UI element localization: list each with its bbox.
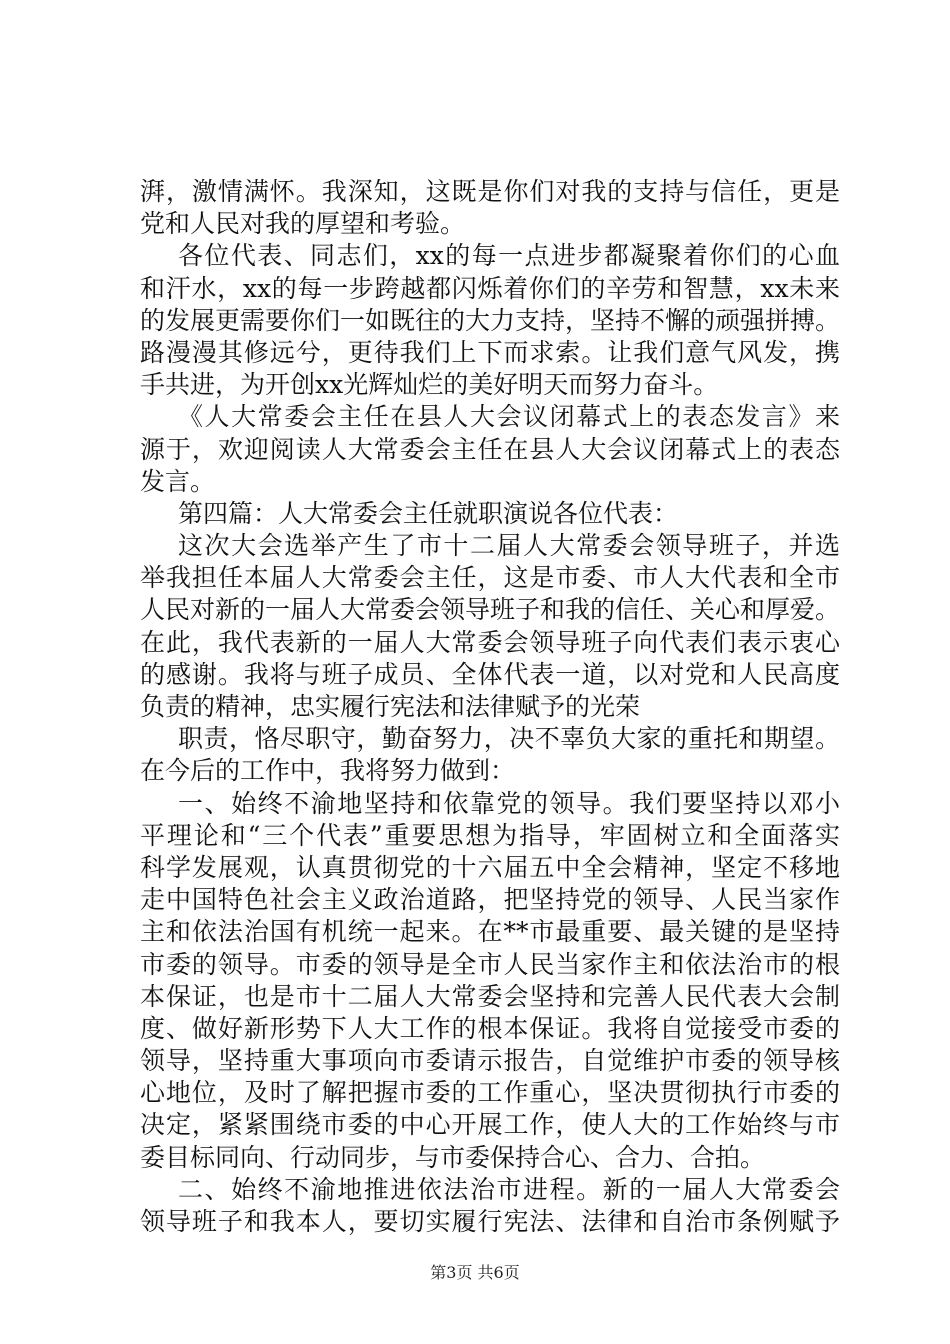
text-line: 平理论和“三个代表”重要思想为指导，牢固树立和全面落实 bbox=[140, 820, 840, 850]
text-line: 在今后的工作中，我将努力做到： bbox=[140, 756, 516, 786]
document-body bbox=[140, 176, 840, 1238]
text-line: 本保证，也是市十二届人大常委会坚持和完善人民代表大会制 bbox=[140, 981, 840, 1011]
text-line: 举我担任本届人大常委会主任，这是市委、市人大代表和全市 bbox=[140, 563, 840, 593]
text-line: 的发展更需要你们一如既往的大力支持，坚持不懈的顽强拼搏。 bbox=[140, 305, 841, 335]
text-line: 湃，激情满怀。我深知，这既是你们对我的支持与信任，更是 bbox=[140, 177, 840, 206]
text-line: 第四篇：人大常委会主任就职演说各位代表： bbox=[178, 498, 679, 528]
text-line: 主和依法治国有机统一起来。在**市最重要、最关键的是坚持 bbox=[140, 917, 840, 947]
text-line: 各位代表、同志们，xx的每一点进步都凝聚着你们的心血 bbox=[178, 241, 840, 271]
text-line: 这次大会选举产生了市十二届人大常委会领导班子，并选 bbox=[178, 531, 840, 561]
text-line: 源于，欢迎阅读人大常委会主任在县人大会议闭幕式上的表态 bbox=[140, 434, 840, 464]
text-line: 度、做好新形势下人大工作的根本保证。我将自觉接受市委的 bbox=[140, 1013, 840, 1043]
text-line: 《人大常委会主任在县人大会议闭幕式上的表态发言》来 bbox=[178, 402, 840, 432]
text-line: 路漫漫其修远兮，更待我们上下而求索。让我们意气风发，携 bbox=[140, 337, 840, 367]
text-line: 负责的精神，忠实履行宪法和法律赋予的光荣 bbox=[140, 692, 641, 721]
text-line: 手共进，为开创xx光辉灿烂的美好明天而努力奋斗。 bbox=[140, 370, 719, 400]
text-line: 心地位，及时了解把握市委的工作重心，坚决贯彻执行市委的 bbox=[140, 1078, 840, 1108]
text-line: 职责，恪尽职守，勤奋努力，决不辜负大家的重托和期望。 bbox=[178, 724, 840, 754]
text-line: 的感谢。我将与班子成员、全体代表一道，以对党和人民高度 bbox=[140, 659, 840, 689]
text-line: 在此，我代表新的一届人大常委会领导班子向代表们表示衷心 bbox=[140, 627, 840, 657]
page-footer: 第3页 共6页 bbox=[430, 1263, 520, 1282]
text-line: 走中国特色社会主义政治道路，把坚持党的领导、人民当家作 bbox=[140, 885, 840, 915]
text-line: 发言。 bbox=[140, 466, 216, 496]
text-line: 领导，坚持重大事项向市委请示报告，自觉维护市委的领导核 bbox=[140, 1046, 840, 1076]
text-line: 一、始终不渝地坚持和依靠党的领导。我们要坚持以邓小 bbox=[178, 788, 840, 818]
text-line: 和汗水，xx的每一步跨越都闪烁着你们的辛劳和智慧，xx未来 bbox=[140, 273, 840, 303]
text-line: 委目标同向、行动同步，与市委保持合心、合力、合拍。 bbox=[140, 1142, 766, 1172]
text-line: 二、始终不渝地推进依法治市进程。新的一届人大常委会 bbox=[178, 1174, 840, 1204]
text-line: 决定，紧紧围绕市委的中心开展工作，使人大的工作始终与市 bbox=[140, 1110, 840, 1140]
text-line: 人民对新的一届人大常委会领导班子和我的信任、关心和厚爱。 bbox=[140, 595, 841, 625]
text-line: 市委的领导。市委的领导是全市人民当家作主和依法治市的根 bbox=[140, 949, 840, 979]
text-line: 领导班子和我本人，要切实履行宪法、法律和自治市条例赋予 bbox=[140, 1207, 840, 1236]
text-line: 科学发展观，认真贯彻党的十六届五中全会精神，坚定不移地 bbox=[140, 852, 840, 882]
text-line: 党和人民对我的厚望和考验。 bbox=[140, 209, 466, 239]
